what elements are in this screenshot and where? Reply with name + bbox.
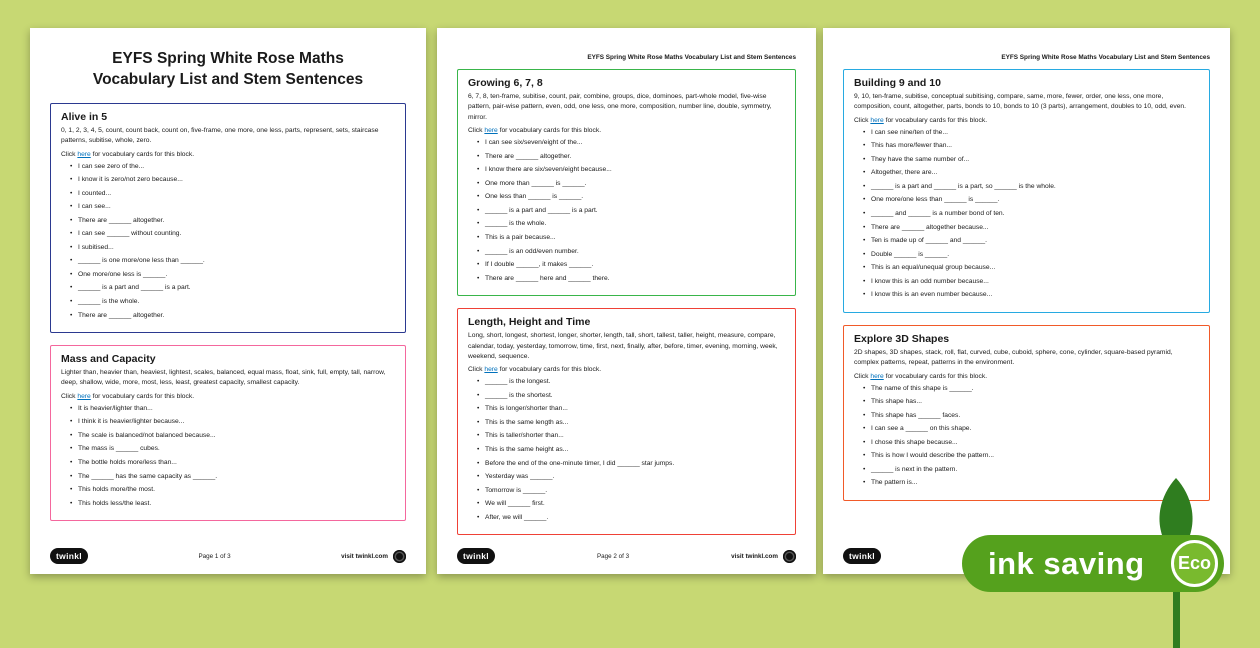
stem-sentence: • ______ is the whole.: [70, 297, 395, 307]
stem-sentence: • One more than ______ is ______.: [477, 179, 785, 189]
ink-saving-label: ink saving: [988, 545, 1145, 581]
stem-sentence: • After, we will ______.: [477, 513, 785, 523]
vocabulary-list: 6, 7, 8, ten-frame, subitise, count, pair, combine, groups, dice, dominoes, part-whole model, five-wise pattern, pair-wise pattern, even, odd, one less, one more, composition, number line, double, symmetry, mirror.: [468, 93, 772, 121]
stem-sentence: • I can see zero of the...: [70, 162, 395, 172]
vocab-cards-link[interactable]: here: [77, 392, 91, 400]
stem-sentence: • ______ is a part and ______ is a part, so ______ is the whole.: [863, 182, 1199, 192]
ink-saving-banner: [962, 535, 1224, 592]
stem-sentence: • Yesterday was ______.: [477, 472, 785, 482]
stem-sentence: • I can see nine/ten of the...: [863, 128, 1199, 138]
note-prefix: Click: [61, 392, 78, 400]
vocab-cards-note: [468, 366, 785, 373]
stem-sentence: • There are ______ altogether.: [70, 311, 395, 321]
stem-sentence: • ______ is the shortest.: [477, 391, 785, 401]
stem-sentence: • I know there are six/seven/eight because...: [477, 165, 785, 175]
vocab-block-length-height-and-time: [457, 308, 796, 535]
footer-right: [731, 550, 796, 563]
note-prefix: Click: [468, 366, 485, 374]
vocab-cards-note: [854, 117, 1199, 124]
block-title: Explore 3D Shapes: [854, 332, 950, 345]
quality-badge-icon: [393, 550, 406, 563]
quality-badge-icon: [783, 550, 796, 563]
stem-sentence: • It is heavier/lighter than...: [70, 404, 395, 414]
stem-sentence: • ______ is a part and ______ is a part.: [477, 206, 785, 216]
note-prefix: Click: [61, 150, 78, 158]
stem-sentence: • ______ is an odd/even number.: [477, 247, 785, 257]
stem-sentence: • The ______ has the same capacity as ______.: [70, 472, 395, 482]
stem-sentence: • One less than ______ is ______.: [477, 192, 785, 202]
stem-sentence: • One more/one less is ______.: [70, 270, 395, 280]
stem-sentence: • ______ and ______ is a number bond of ten.: [863, 209, 1199, 219]
stem-sentence: • ______ is the longest.: [477, 377, 785, 387]
block-title: Growing 6, 7, 8: [468, 77, 543, 89]
note-suffix: for vocabulary cards for this block.: [90, 150, 195, 158]
stem-sentence: • I can see six/seven/eight of the...: [477, 138, 785, 148]
title-line-1: EYFS Spring White Rose Maths: [112, 50, 344, 67]
vocab-cards-note: [468, 127, 785, 134]
ink-saving-pill: [962, 535, 1224, 592]
stem-sentence: • If I double ______, it makes ______.: [477, 260, 785, 270]
stem-sentence: • This shape has...: [863, 397, 1199, 407]
stem-sentence: • Double ______ is ______.: [863, 250, 1199, 260]
vocabulary-list: Lighter than, heavier than, heaviest, lightest, scales, balanced, equal mass, float, sink, full, empty, tall, narrow, deep, shallow, wide, more, most, less, least, greatest capacity, smallest capacity.: [61, 369, 386, 387]
note-suffix: for vocabulary cards for this block.: [90, 392, 195, 400]
stem-sentence: • This shape has ______ faces.: [863, 411, 1199, 421]
vocab-cards-link[interactable]: here: [484, 366, 498, 374]
stem-sentence: • This is how I would describe the pattern...: [863, 451, 1199, 461]
page-header: EYFS Spring White Rose Maths Vocabulary List and Stem Sentences: [1001, 54, 1210, 61]
stem-sentence: • I can see ______ without counting.: [70, 229, 395, 239]
stem-sentences: [863, 128, 1199, 301]
vocab-cards-note: [61, 393, 395, 400]
vocab-cards-note: [854, 373, 1199, 380]
stem-sentence: • I know this is an even number because...: [863, 290, 1199, 300]
vocab-cards-link[interactable]: here: [870, 116, 884, 124]
stem-sentence: • I can see...: [70, 202, 395, 212]
stem-sentence: • I counted...: [70, 189, 395, 199]
stem-sentence: • Altogether, there are...: [863, 168, 1199, 178]
title-line-2: Vocabulary List and Stem Sentences: [92, 71, 364, 89]
vocab-cards-note: [61, 151, 395, 158]
vocab-blocks: [457, 69, 796, 535]
stem-sentence: • This holds less/the least.: [70, 499, 395, 509]
eco-badge: Eco: [1171, 540, 1218, 587]
twinkl-logo: twinkl: [50, 548, 88, 564]
document-page-2: [437, 28, 816, 574]
twinkl-logo: twinkl: [843, 548, 881, 564]
stem-sentence: • I know it is zero/not zero because...: [70, 175, 395, 185]
stem-sentence: • There are ______ altogether because...: [863, 223, 1199, 233]
stem-sentence: • The pattern is...: [863, 478, 1199, 488]
vocab-block-explore-3d-shapes: [843, 325, 1210, 501]
stem-sentence: • I subitised...: [70, 243, 395, 253]
note-suffix: for vocabulary cards for this block.: [883, 116, 988, 124]
stem-sentences: [70, 162, 395, 321]
stem-sentence: • One more/one less than ______ is ______.: [863, 195, 1199, 205]
vocabulary-list: 9, 10, ten-frame, subitise, conceptual subitising, compare, same, more, fewer, order, one less, one more, composition, count, altogether, parts, bonds to 10, bonds to 10 (3 parts), arrangement, doubles to 10, odd, even.: [854, 93, 1186, 111]
vocab-blocks: [843, 69, 1210, 501]
stem-sentence: • ______ is the whole.: [477, 219, 785, 229]
vocab-cards-link[interactable]: here: [484, 127, 498, 135]
twinkl-logo: twinkl: [457, 548, 495, 564]
stem-sentences: [477, 138, 785, 284]
stem-sentence: • I know this is an odd number because...: [863, 277, 1199, 287]
vocab-cards-link[interactable]: here: [77, 150, 91, 158]
block-title: Mass and Capacity: [61, 353, 156, 366]
stem-sentence: • The mass is ______ cubes.: [70, 444, 395, 454]
page-footer: [457, 548, 796, 564]
page-number: Page 2 of 3: [596, 552, 630, 560]
stem-sentence: • This holds more/the most.: [70, 485, 395, 495]
stem-sentence: • There are ______ here and ______ there.: [477, 274, 785, 284]
visit-twinkl-label: visit twinkl.com: [731, 552, 778, 560]
page-header: EYFS Spring White Rose Maths Vocabulary List and Stem Sentences: [587, 54, 796, 61]
stem-sentence: • This is the same length as...: [477, 418, 785, 428]
stem-sentence: • There are ______ altogether.: [70, 216, 395, 226]
note-suffix: for vocabulary cards for this block.: [883, 372, 988, 380]
stem-sentence: • This is taller/shorter than...: [477, 431, 785, 441]
stem-sentence: • I think it is heavier/lighter because...: [70, 417, 395, 427]
vocab-block-alive-in-5: [50, 103, 406, 333]
block-title: Length, Height and Time: [468, 316, 591, 329]
note-prefix: Click: [854, 116, 871, 124]
stem-sentence: • There are ______ altogether.: [477, 152, 785, 162]
stem-sentence: • Tomorrow is ______.: [477, 486, 785, 496]
block-title: Building 9 and 10: [854, 77, 941, 89]
visit-twinkl-label: visit twinkl.com: [341, 552, 388, 560]
stem-sentence: • The name of this shape is ______.: [863, 384, 1199, 394]
page-number: Page 1 of 3: [198, 552, 231, 560]
vocab-blocks: [50, 103, 406, 521]
vocabulary-list: 2D shapes, 3D shapes, stack, roll, flat, curved, cube, cuboid, sphere, cone, cylinder, square-based pyramid, complex patterns, repeat, patterns in the environment.: [854, 348, 1173, 367]
vocabulary-list: 0, 1, 2, 3, 4, 5, count, count back, count on, five-frame, one more, one less, parts, represent, sets, staircase patterns, subitise, whole, zero.: [61, 126, 379, 145]
note-prefix: Click: [854, 372, 871, 380]
note-suffix: for vocabulary cards for this block.: [497, 127, 602, 135]
footer-right: [341, 550, 406, 563]
vocab-block-mass-and-capacity: [50, 345, 406, 521]
stem-sentences: [863, 384, 1199, 489]
stem-sentence: • The bottle holds more/less than...: [70, 458, 395, 468]
vocab-cards-link[interactable]: here: [870, 372, 884, 380]
stem-sentence: • They have the same number of...: [863, 155, 1199, 165]
stem-sentence: • This has more/fewer than...: [863, 141, 1199, 151]
stem-sentence: • ______ is next in the pattern.: [863, 465, 1199, 475]
stem-sentence: • I chose this shape because...: [863, 438, 1199, 448]
stem-sentence: • This is the same height as...: [477, 445, 785, 455]
note-suffix: for vocabulary cards for this block.: [497, 366, 602, 374]
stem-sentence: • The scale is balanced/not balanced because...: [70, 431, 395, 441]
stem-sentence: • ______ is one more/one less than ______.: [70, 256, 395, 266]
stem-sentence: • ______ is a part and ______ is a part.: [70, 283, 395, 293]
vocabulary-list: Long, short, longest, shortest, longer, shorter, length, tall, short, tallest, taller, height, measure, compare, calendar, today, yesterday, tomorrow, time, first, next, finally, after, before, timer, evening, morning, week, weekend, sequence.: [468, 332, 778, 360]
note-prefix: Click: [468, 127, 485, 135]
document-page-1: [30, 28, 426, 574]
stem-sentences: [477, 377, 785, 523]
stem-sentence: • Before the end of the one-minute timer, I did ______ star jumps.: [477, 459, 785, 469]
vocab-block-building-9-and-10: [843, 69, 1210, 313]
stem-sentence: • This is an equal/unequal group because...: [863, 263, 1199, 273]
page-footer: [50, 548, 406, 564]
document-title: [50, 28, 406, 91]
stem-sentence: • I can see a ______ on this shape.: [863, 424, 1199, 434]
stem-sentence: • This is longer/shorter than...: [477, 404, 785, 414]
stem-sentence: • We will ______ first.: [477, 499, 785, 509]
stem-sentence: • Ten is made up of ______ and ______.: [863, 236, 1199, 246]
stem-sentences: [70, 404, 395, 509]
stem-sentence: • This is a pair because...: [477, 233, 785, 243]
vocab-block-growing-6-7-8: [457, 69, 796, 296]
block-title: Alive in 5: [61, 110, 108, 123]
